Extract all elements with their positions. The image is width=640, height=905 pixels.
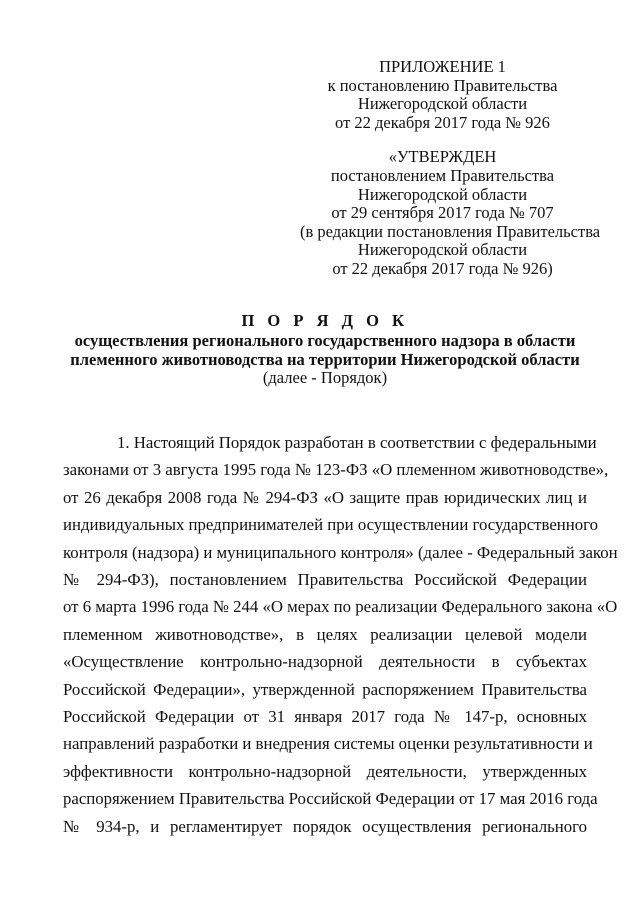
document-heading: П О Р Я Д О К — [241, 311, 409, 330]
body-line: законами от 3 августа 1995 года № 123-ФЗ «О племенном животноводстве», — [63, 460, 609, 480]
body-line: № 294-ФЗ), постановлением Правительства Российской Федерации — [63, 570, 587, 590]
approved-line: от 29 сентября 2017 года № 707 — [331, 203, 554, 223]
document-title-block — [60, 312, 590, 388]
body-line: от 26 декабря 2008 года № 294-ФЗ «О защите прав юридических лиц и — [63, 487, 587, 507]
body-paragraph — [63, 429, 618, 840]
approved-line: Нижегородской области — [357, 184, 528, 204]
approved-line: (в редакции постановления Правительства — [300, 221, 601, 241]
appendix-line: Нижегородской области — [357, 94, 528, 114]
approved-title: «УТВЕРЖДЕН — [388, 147, 497, 167]
body-line: контроля (надзора) и муниципального контроля» (далее - Федеральный закон — [63, 542, 618, 562]
document-subtitle-line: племенного животноводства на территории Нижегородской области — [70, 349, 580, 369]
body-line: от 6 марта 1996 года № 244 «О мерах по реализации Федерального закона «О — [63, 597, 618, 617]
appendix-line: к постановлению Правительства — [327, 75, 558, 95]
body-line: 1. Настоящий Порядок разработан в соответствии с федеральными — [117, 433, 597, 452]
body-line: Российской Федерации от 31 января 2017 года № 147-р, основных — [63, 707, 587, 727]
appendix-title: ПРИЛОЖЕНИЕ 1 — [379, 57, 506, 76]
document-subtitle-line: осуществления регионального государственного надзора в области — [74, 331, 576, 351]
approved-line: постановлением Правительства — [330, 165, 555, 185]
body-line: Российской Федерации», утвержденной распоряжением Правительства — [63, 679, 587, 699]
document-note: (далее - Порядок) — [262, 368, 388, 388]
approved-line: от 22 декабря 2017 года № 926) — [332, 258, 553, 278]
body-line: № 934-р, и регламентирует порядок осуществления регионального — [63, 816, 587, 836]
spacer — [300, 132, 585, 148]
appendix-line: от 22 декабря 2017 года № 926 — [335, 112, 550, 132]
body-line: индивидуальных предпринимателей при осуществлении государственного — [63, 515, 598, 535]
body-line: направлений разработки и внедрения системы оценки результативности и — [63, 734, 593, 754]
approval-stamp-block — [300, 57, 601, 279]
body-line: племенном животноводстве», в целях реализации целевой модели — [63, 624, 587, 644]
body-line: эффективности контрольно-надзорной деятельности, утвержденных — [63, 761, 587, 781]
approved-line: Нижегородской области — [357, 240, 528, 260]
body-line: распоряжением Правительства Российской Федерации от 17 мая 2016 года — [63, 789, 598, 809]
body-line: «Осуществление контрольно-надзорной деятельности в субъектах — [63, 652, 587, 672]
